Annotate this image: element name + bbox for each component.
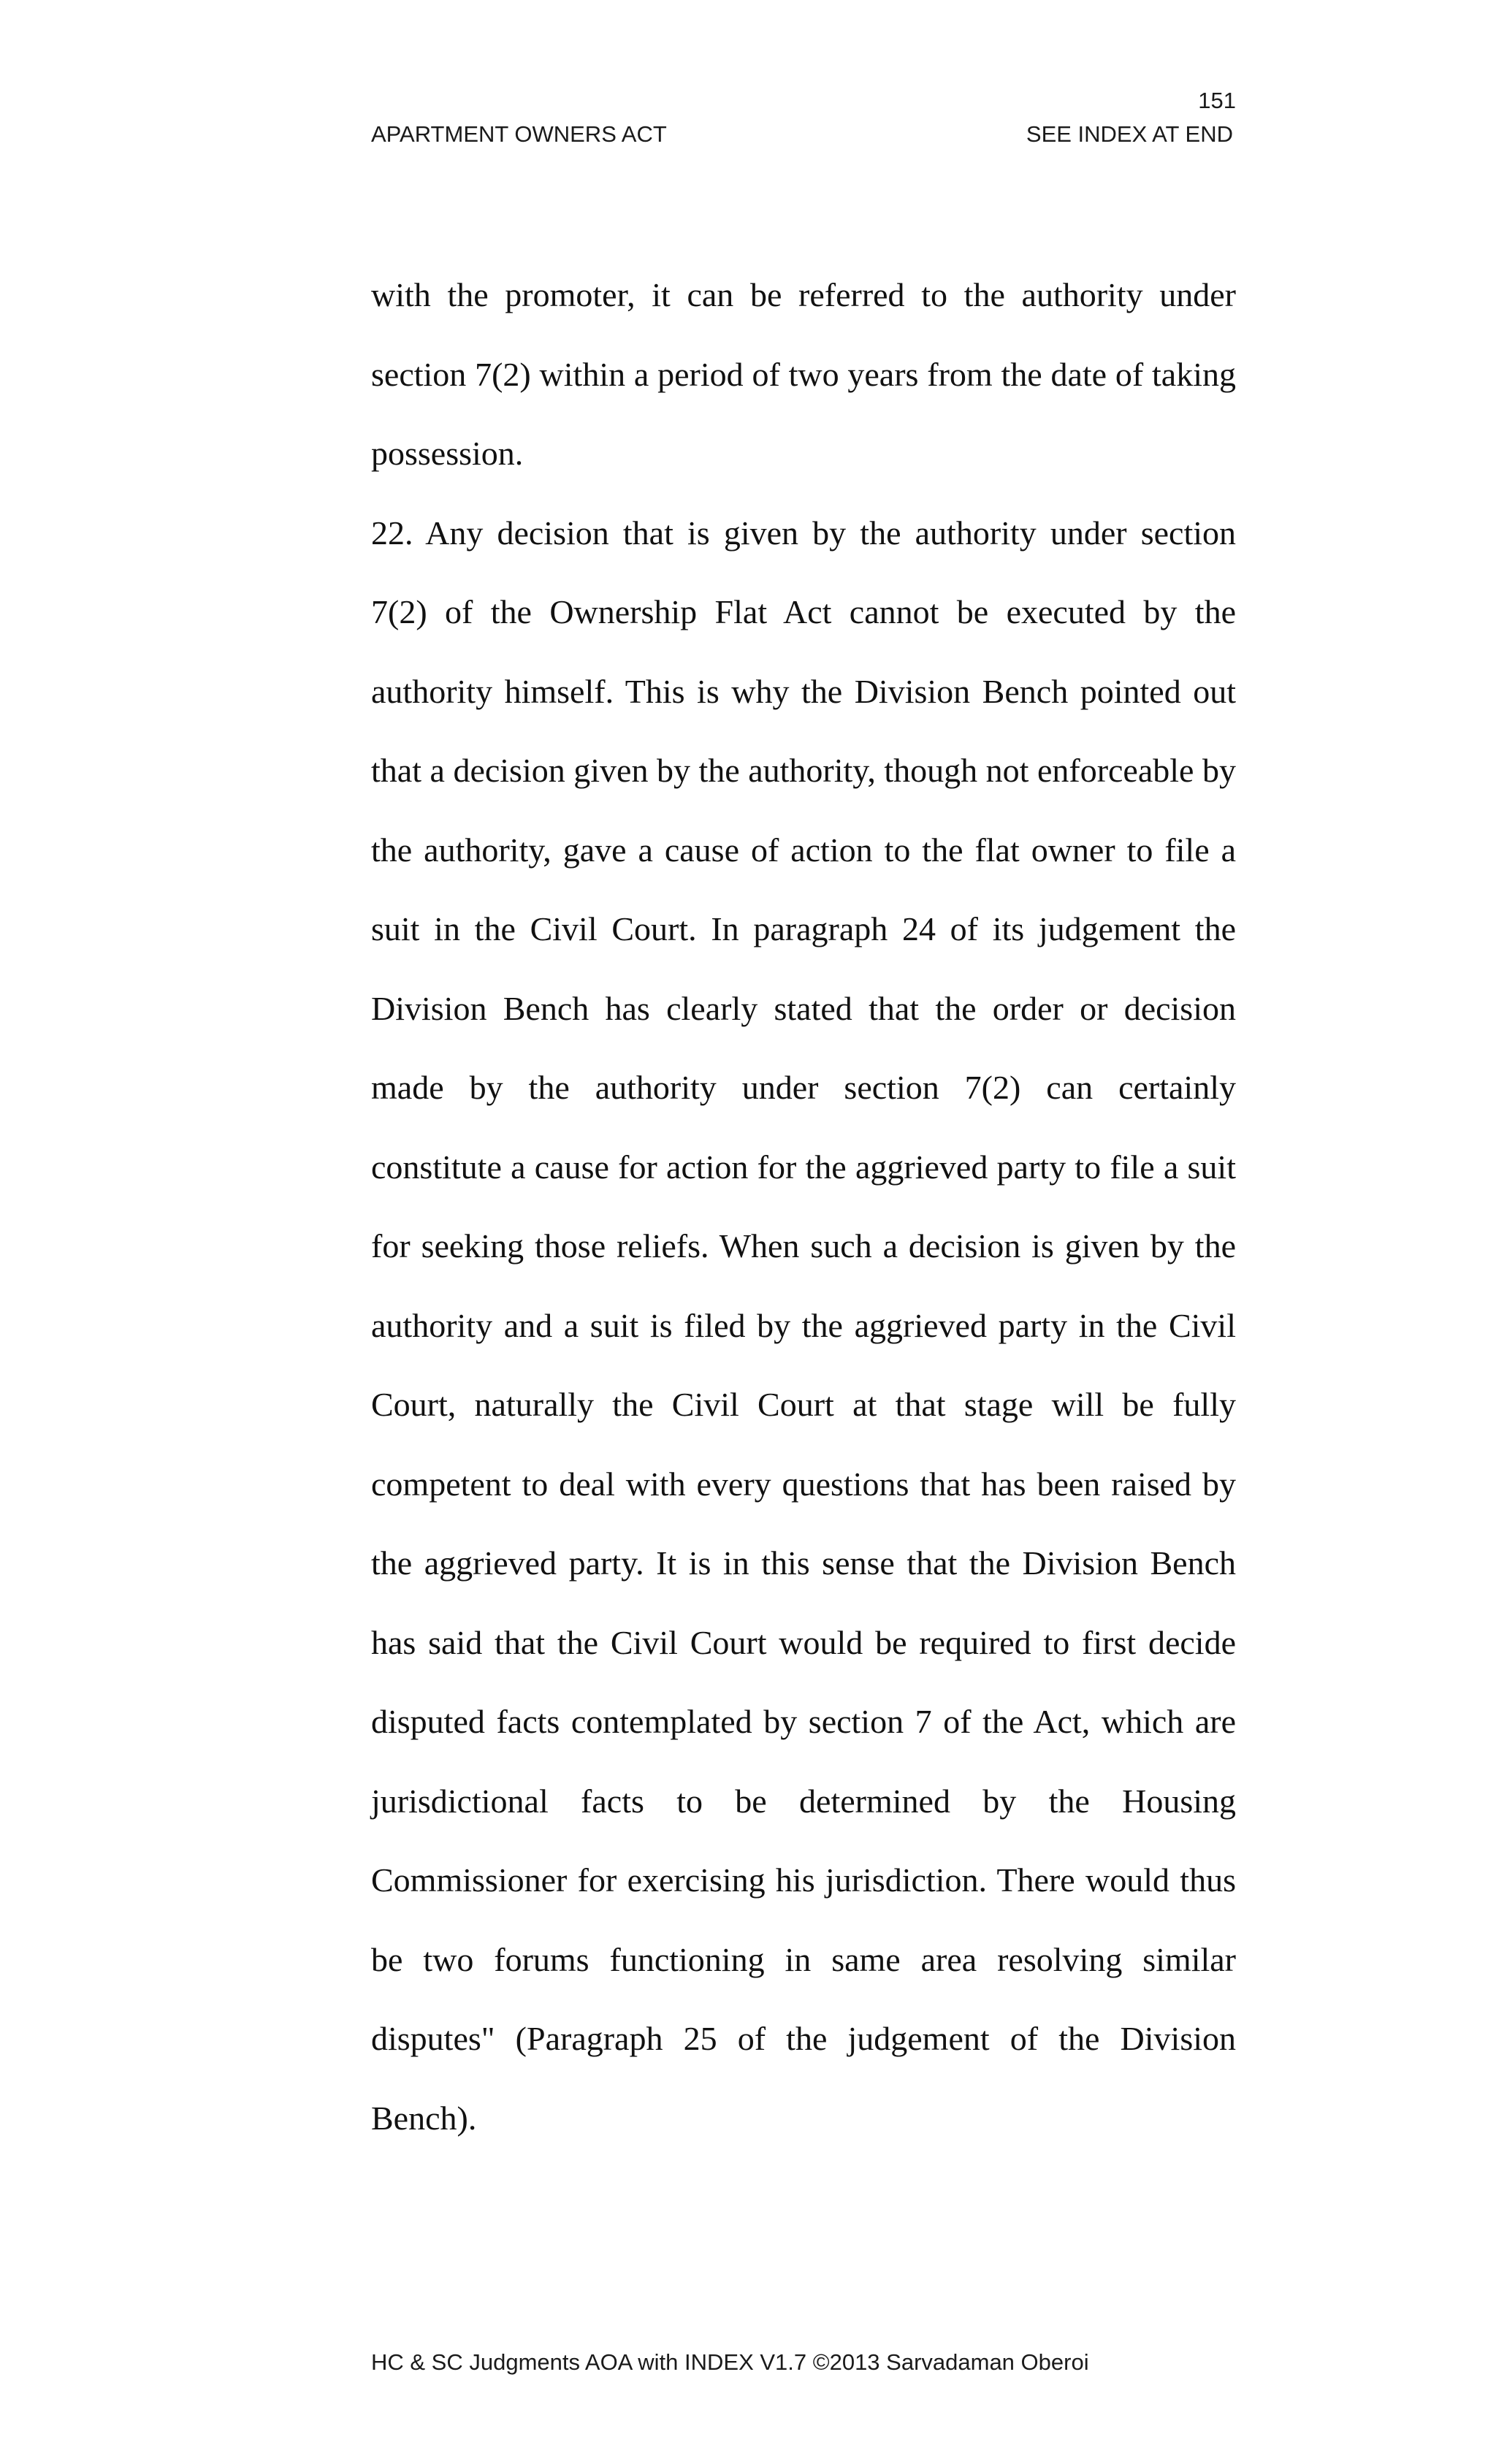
header-title-left: APARTMENT OWNERS ACT [371, 121, 667, 147]
page-footer: HC & SC Judgments AOA with INDEX V1.7 ©2013 Sarvadaman Oberoi [371, 2349, 1089, 2375]
page-number: 151 [1198, 88, 1236, 113]
document-body [371, 256, 1236, 2158]
running-header [371, 121, 1233, 148]
paragraph-22: 22. Any decision that is given by the authority under section 7(2) of the Ownership Flat Act cannot be executed by the authority himself. This is why the Division Bench pointed out that a decision given by the authority, though not enforceable by the authority, gave a cause of action to the flat owner to file a suit in the Civil Court. In paragraph 24 of its judgement the Division Bench has clearly stated that the order or decision made by the authority under section 7(2) can certainly constitute a cause for action for the aggrieved party to file a suit for seeking those reliefs. When such a decision is given by the authority and a suit is filed by the aggrieved party in the Civil Court, naturally the Civil Court at that stage will be fully competent to deal with every questions that has been raised by the aggrieved party. It is in this sense that the Division Bench has said that the Civil Court would be required to first decide disputed facts contemplated by section 7 of the Act, which are jurisdictional facts to be determined by the Housing Commissioner for exercising his jurisdiction. There would thus be two forums functioning in same area resolving similar disputes" (Paragraph 25 of the judgement of the Division Bench). [371, 514, 1236, 2137]
paragraph-continuation: with the promoter, it can be referred to the authority under section 7(2) within a period of two years from the date of taking possession. [371, 276, 1236, 472]
header-index-note-right: SEE INDEX AT END [1026, 121, 1233, 147]
